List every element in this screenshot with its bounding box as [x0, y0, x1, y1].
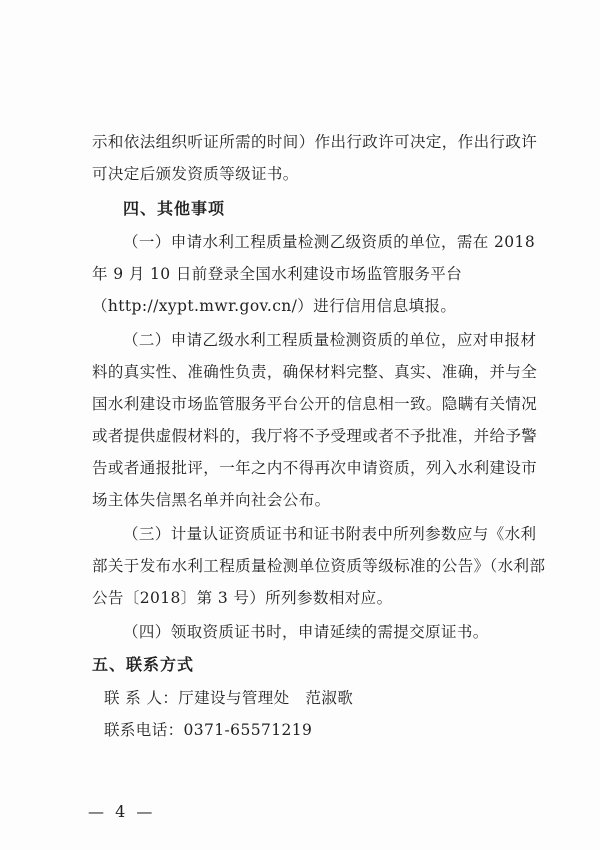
body-line: （一）申请水利工程质量检测乙级资质的单位，需在 2018 — [123, 233, 536, 251]
body-line: 部关于发布水利工程质量检测单位资质等级标准的公告》（水利部 — [92, 557, 546, 575]
body-line-url: （http://xypt.mwr.gov.cn/）进行信用信息填报。 — [92, 297, 457, 315]
body-line: 告或者通报批评，一年之内不得再次申请资质，列入水利建设市 — [92, 459, 538, 477]
body-line: 料的真实性、准确性负责，确保材料完整、真实、准确，并与全 — [92, 363, 538, 381]
contact-phone: 联系电话：0371-65571219 — [104, 721, 313, 739]
body-line: （四）领取资质证书时，申请延续的需提交原证书。 — [123, 623, 489, 641]
body-line: 或者提供虚假材料的，我厅将不予受理或者不予批准，并给予警 — [92, 427, 538, 445]
body-line: 公告〔2018〕第 3 号）所列参数相对应。 — [92, 589, 393, 607]
section-heading-5: 五、联系方式 — [92, 655, 195, 674]
section-heading-4: 四、其他事项 — [123, 199, 226, 218]
body-line: 年 9 月 10 日前登录全国水利建设市场监管服务平台 — [92, 265, 463, 283]
body-line: （二）申请乙级水利工程质量检测资质的单位，应对申报材 — [123, 331, 537, 349]
contact-person: 联 系 人：厅建设与管理处 范淑歌 — [104, 689, 354, 707]
body-line: 可决定后颁发资质等级证书。 — [92, 165, 299, 183]
body-line: 示和依法组织听证所需的时间）作出行政许可决定，作出行政许 — [92, 133, 538, 151]
body-line: （三）计量认证资质证书和证书附表中所列参数应与《水利 — [123, 525, 537, 543]
body-line: 场主体失信黑名单并向社会公布。 — [92, 491, 331, 509]
page-number: — 4 — — [88, 802, 156, 821]
body-line: 国水利建设市场监管服务平台公开的信息相一致。隐瞒有关情况 — [92, 395, 538, 413]
